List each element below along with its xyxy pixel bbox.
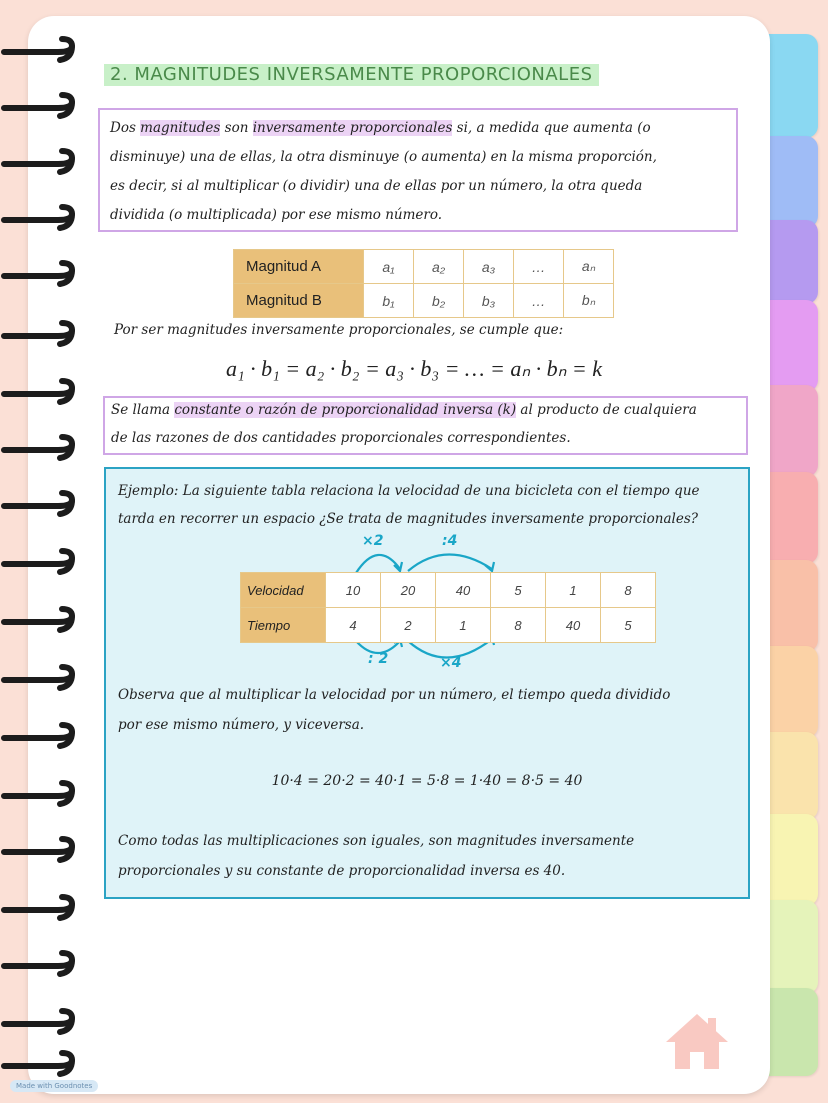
tab-1[interactable]	[762, 34, 818, 138]
spiral-ring	[0, 894, 80, 922]
arrow-label-bottom-1: : 2	[368, 651, 389, 667]
spiral-ring	[0, 1008, 80, 1036]
spiral-ring	[0, 260, 80, 288]
spiral-ring	[0, 950, 80, 978]
definition-line-1: Dos magnitudes son inversamente proporcionales si, a medida que aumenta (o	[110, 120, 651, 136]
example-line-2: tarda en recorrer un espacio ¿Se trata de magnitudes inversamente proporcionales?	[118, 511, 699, 527]
observation-line-1: Observa que al multiplicar la velocidad por un número, el tiempo queda dividido	[118, 687, 671, 703]
tab-5[interactable]	[762, 385, 818, 477]
table-row	[234, 250, 614, 284]
definition-box	[98, 108, 738, 232]
tab-8[interactable]	[762, 646, 818, 738]
cell: 5	[601, 608, 656, 643]
cell: 8	[491, 608, 546, 643]
conclusion-line-2: proporcionales y su constante de proporcionalidad inversa es 40.	[118, 863, 566, 879]
row-label-tiempo: Tiempo	[241, 608, 326, 643]
cell: 40	[436, 573, 491, 608]
cell: 2	[381, 608, 436, 643]
cell: aₙ	[564, 250, 614, 284]
tab-7[interactable]	[762, 560, 818, 652]
cell: 8	[601, 573, 656, 608]
cell: 4	[326, 608, 381, 643]
table-row	[234, 284, 614, 318]
tab-2[interactable]	[762, 136, 818, 228]
cell: 20	[381, 573, 436, 608]
table-row	[241, 608, 656, 643]
tab-11[interactable]	[762, 900, 818, 994]
section-title: 2. MAGNITUDES INVERSAMENTE PROPORCIONALES	[104, 64, 599, 86]
arrow-label-bottom-2: ×4	[440, 655, 462, 671]
cell: b₂	[414, 284, 464, 318]
tab-12[interactable]	[762, 988, 818, 1076]
table-row	[241, 573, 656, 608]
cell: 5	[491, 573, 546, 608]
arrow-top-2	[408, 554, 492, 571]
cell: a₃	[464, 250, 514, 284]
spiral-ring	[0, 606, 80, 634]
cell: a₁	[364, 250, 414, 284]
cell: …	[514, 250, 564, 284]
cell: b₃	[464, 284, 514, 318]
spiral-ring	[0, 722, 80, 750]
cell: 1	[546, 573, 601, 608]
example-box	[104, 467, 750, 899]
spiral-ring	[0, 780, 80, 808]
example-line-1: Ejemplo: La siguiente tabla relaciona la velocidad de una bicicleta con el tiempo que	[118, 483, 700, 499]
spiral-ring	[0, 548, 80, 576]
row-label-velocidad: Velocidad	[241, 573, 326, 608]
property-text: Por ser magnitudes inversamente proporcionales, se cumple que:	[114, 322, 564, 338]
products-equation: 10·4 = 20·2 = 40·1 = 5·8 = 1·40 = 8·5 = 40	[271, 773, 583, 789]
tab-6[interactable]	[762, 472, 818, 564]
spiral-ring	[0, 36, 80, 64]
spiral-ring	[0, 320, 80, 348]
spiral-ring	[0, 1050, 80, 1078]
constant-box	[103, 396, 748, 455]
row-label-b: Magnitud B	[234, 284, 364, 318]
arrow-label-top-1: ×2	[362, 533, 384, 549]
cell: bₙ	[564, 284, 614, 318]
definition-line-4: dividida (o multiplicada) por ese mismo número.	[110, 207, 443, 223]
cell: 1	[436, 608, 491, 643]
spiral-ring	[0, 664, 80, 692]
definition-line-2: disminuye) una de ellas, la otra disminuye (o aumenta) en la misma proporción,	[110, 149, 657, 165]
cell: b₁	[364, 284, 414, 318]
cell: 40	[546, 608, 601, 643]
cell: 10	[326, 573, 381, 608]
home-icon[interactable]	[664, 1012, 730, 1070]
definition-line-3: es decir, si al multiplicar (o dividir) una de ellas por un número, la otra queda	[110, 178, 643, 194]
constant-line-1: Se llama constante o razón de proporcionalidad inversa (k) al producto de cualquiera	[111, 402, 697, 418]
row-label-a: Magnitud A	[234, 250, 364, 284]
arrow-label-top-2: :4	[442, 533, 458, 549]
spiral-ring	[0, 92, 80, 120]
cell: a₂	[414, 250, 464, 284]
spiral-ring	[0, 836, 80, 864]
spiral-ring	[0, 490, 80, 518]
arrow-top-1	[356, 555, 400, 573]
spiral-ring	[0, 148, 80, 176]
constant-line-2: de las razones de dos cantidades proporcionales correspondientes.	[111, 430, 571, 446]
spiral-ring	[0, 378, 80, 406]
product-formula: a₁ · b₁ = a₂ · b₂ = a₃ · b₃ = … = aₙ · bₙ = k	[226, 356, 602, 381]
tab-10[interactable]	[762, 814, 818, 906]
conclusion-line-1: Como todas las multiplicaciones son iguales, son magnitudes inversamente	[118, 833, 635, 849]
spiral-ring	[0, 204, 80, 232]
observation-line-2: por ese mismo número, y viceversa.	[118, 717, 365, 733]
velocity-time-table	[240, 572, 656, 643]
cell: …	[514, 284, 564, 318]
goodnotes-badge: Made with Goodnotes	[10, 1080, 98, 1092]
magnitudes-table	[233, 249, 614, 318]
spiral-ring	[0, 434, 80, 462]
tab-9[interactable]	[762, 732, 818, 820]
tab-3[interactable]	[762, 220, 818, 304]
